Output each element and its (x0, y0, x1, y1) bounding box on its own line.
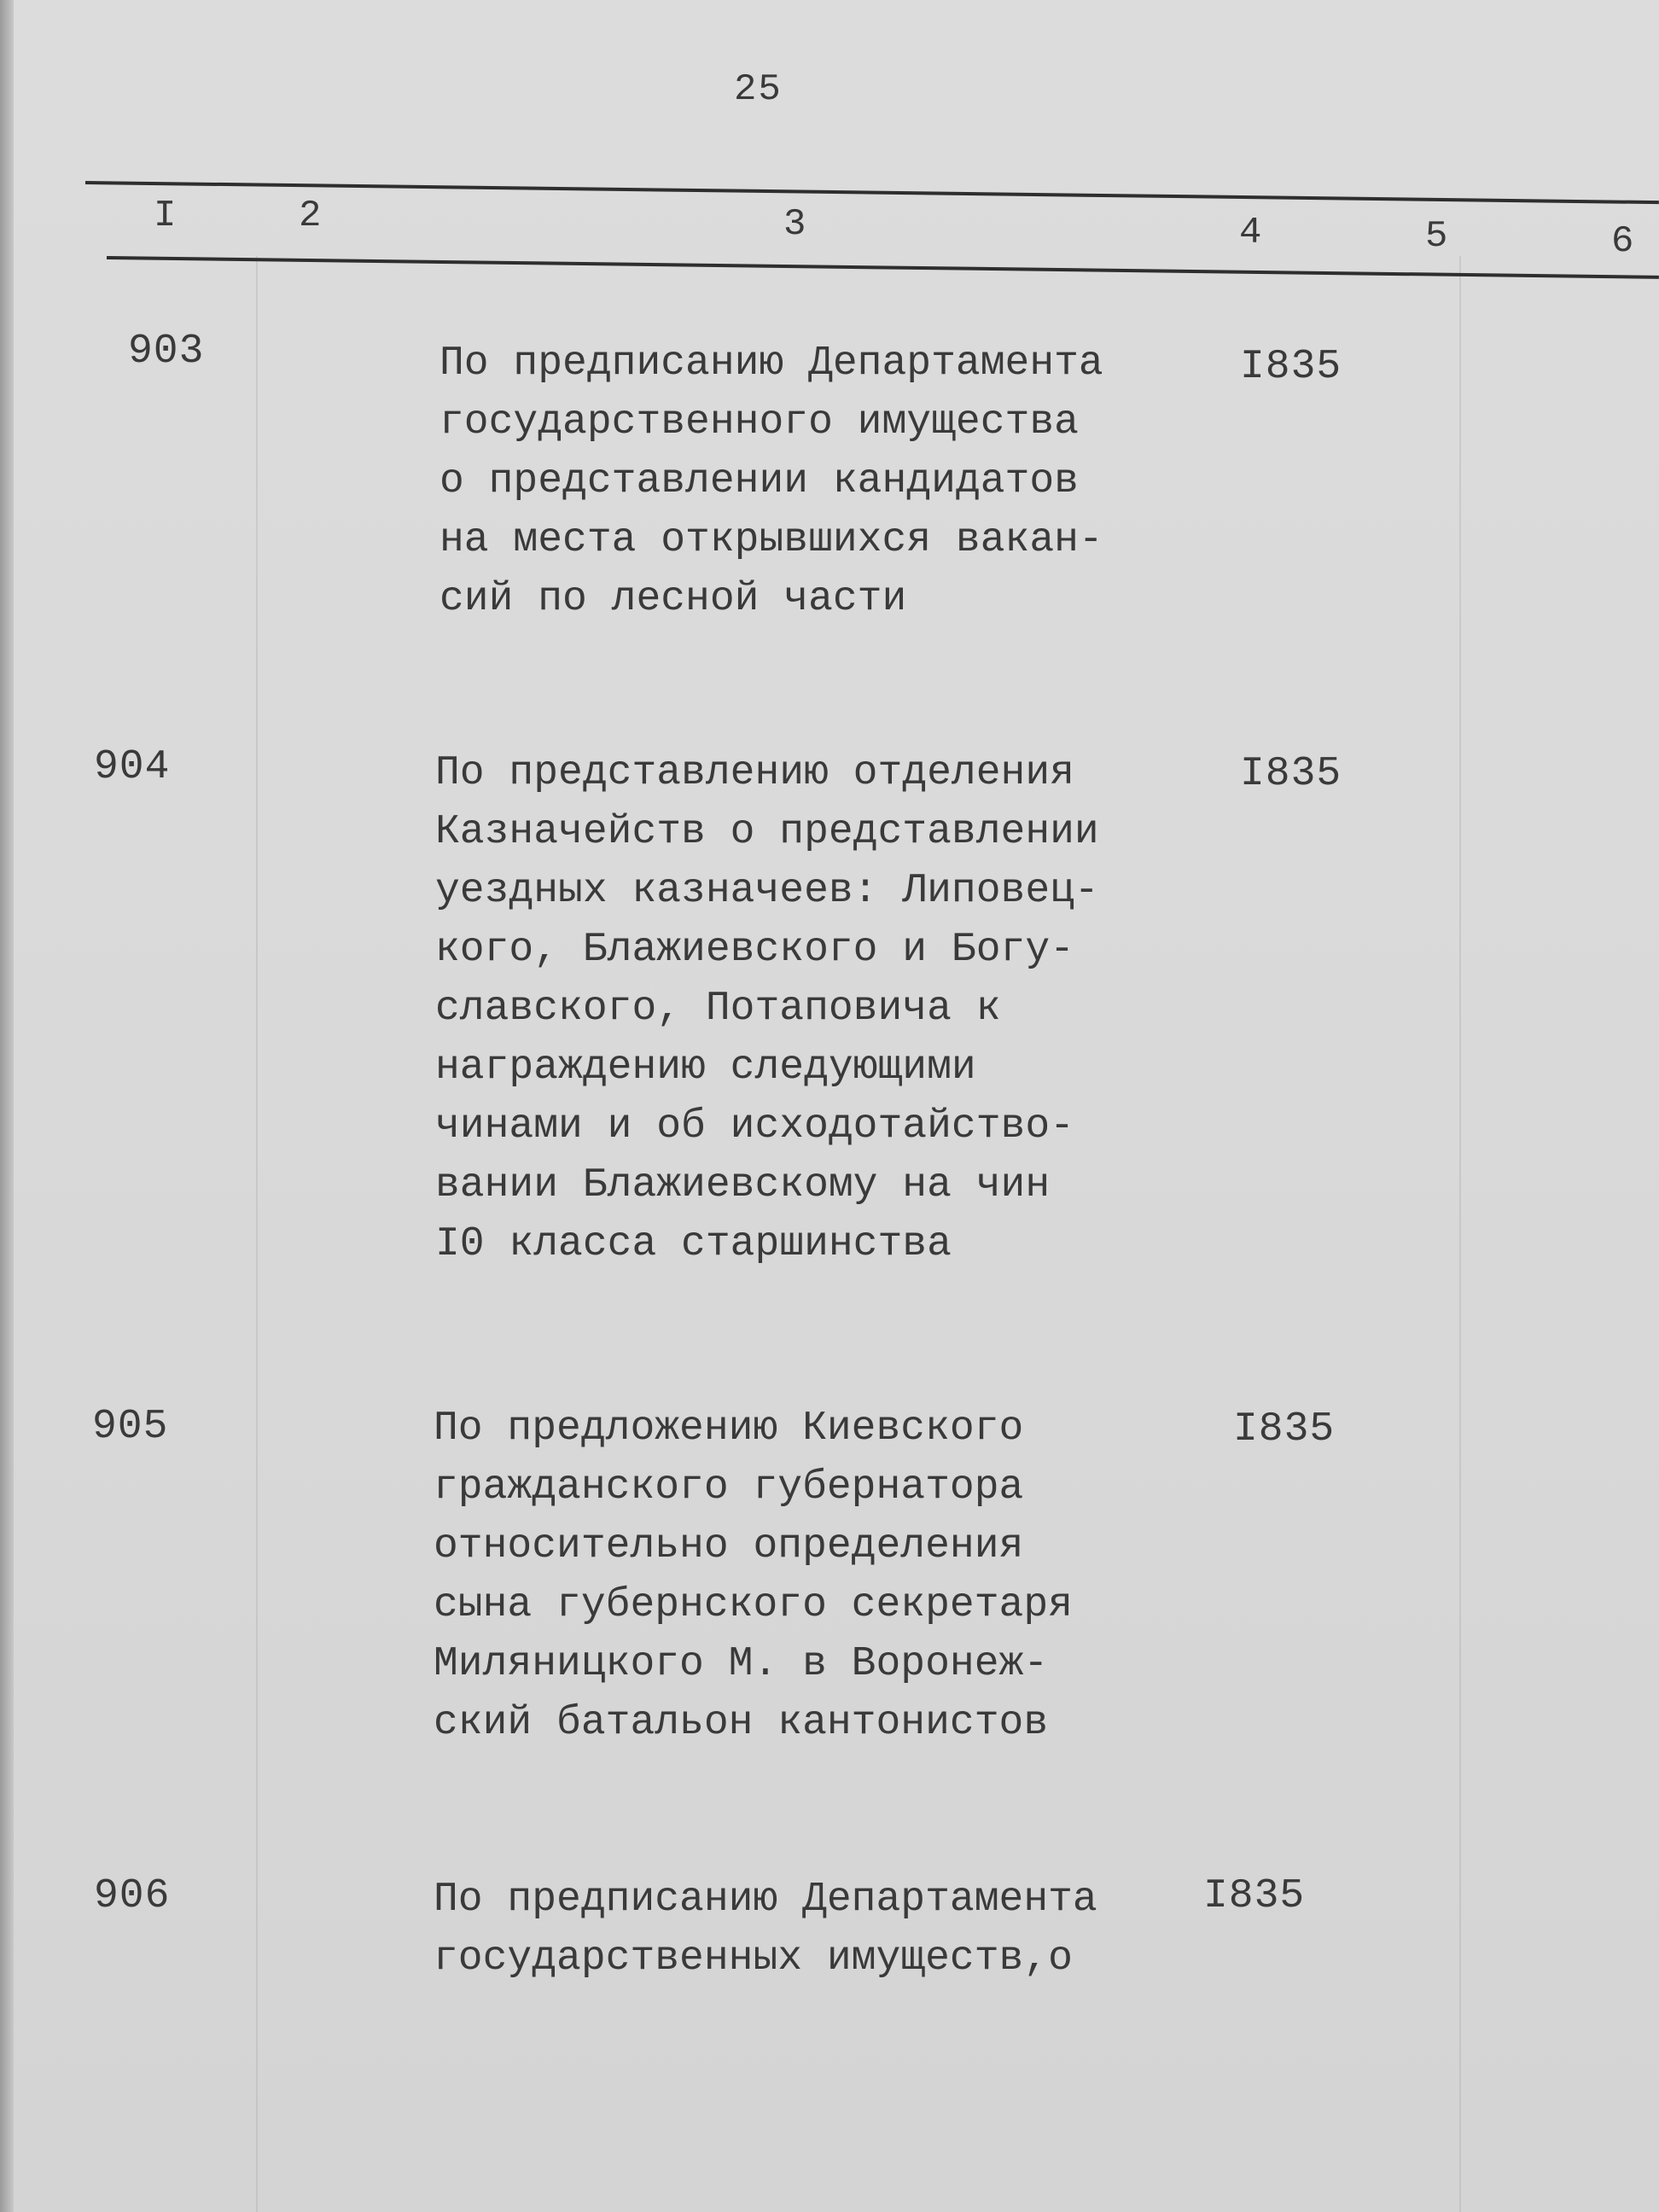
entry-number: 905 (92, 1404, 169, 1450)
entry-number: 904 (94, 744, 171, 790)
column-header-5: 5 (1425, 215, 1448, 258)
entry-description: По предписанию Департамента государственного имущества о представлении кандидатов на места открывшихся вакан- сий по лесной части (439, 341, 1103, 622)
entry-number: 903 (128, 329, 205, 375)
entry-year: I835 (1203, 1873, 1306, 1919)
column-header-3: 3 (783, 203, 806, 246)
entry-description: По предписанию Департамента государственных имуществ,о (434, 1877, 1097, 1982)
entry-year: I835 (1240, 751, 1342, 797)
table-header-bottom-rule (107, 256, 1659, 279)
entry-year: I835 (1240, 344, 1342, 390)
entry-number: 906 (94, 1873, 171, 1919)
column-header-2: 2 (299, 195, 322, 237)
table-header-top-rule (85, 181, 1659, 204)
column-ruling-line (256, 256, 258, 2212)
entry-year: I835 (1233, 1406, 1336, 1452)
column-header-6: 6 (1611, 220, 1634, 263)
column-header-1: I (154, 195, 177, 237)
column-header-4: 4 (1239, 212, 1262, 254)
page-number: 25 (734, 68, 783, 111)
entry-description: По представлению отделения Казначейств о представлении уездных казначеев: Липовец- кого, Блажиевского и Богу- славского, Потаповича к награждению следующими чинами и об исходотайство- вании Блажиевскому на чин I0 класса старшинства (435, 750, 1099, 1267)
page-edge-shadow (0, 0, 14, 2212)
entry-description: По предложению Киевского гражданского губернатора относительно определения сына губернского секретаря Миляницкого М. в Воронеж- ский батальон кантонистов (434, 1406, 1073, 1746)
column-ruling-line (1459, 256, 1461, 2212)
